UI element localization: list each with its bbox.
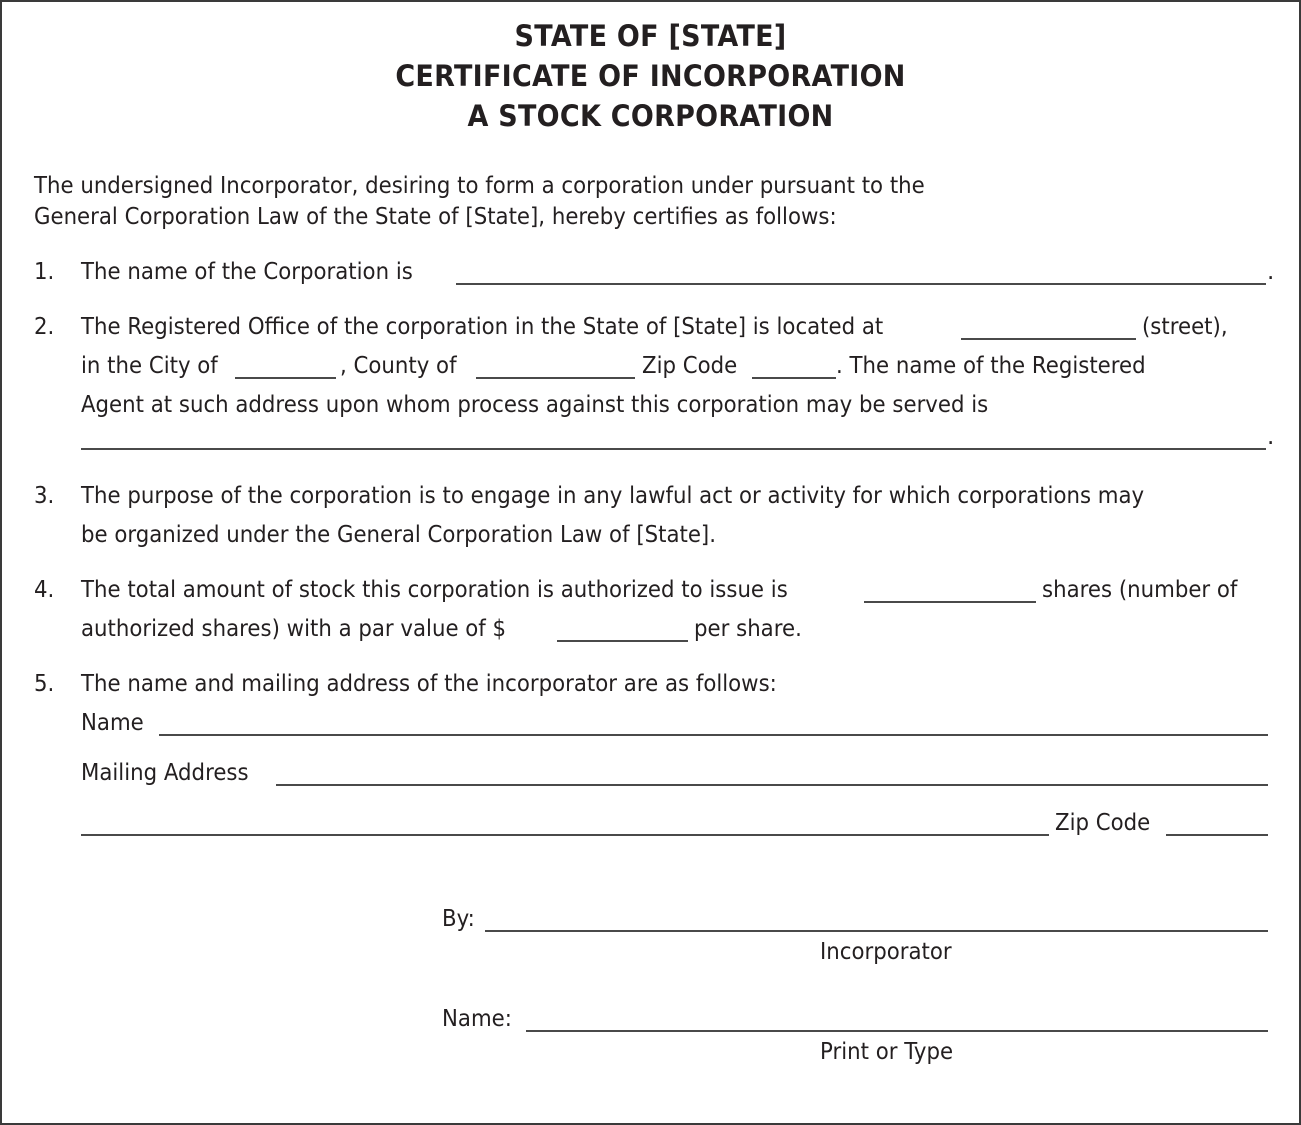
registered-agent-field[interactable] [81,448,1266,450]
corporation-name-field[interactable] [456,283,1266,285]
item-3-line-1: The purpose of the corporation is to engage in any lawful act or activity for which corporations may [81,483,1145,509]
title-line-state: STATE OF [STATE] [514,19,787,53]
item-2-line-3-text: Agent at such address upon whom process against this corporation may be served is [81,392,989,418]
item-2-street-label: (street), [1142,314,1228,340]
mailing-address-field-line-1[interactable] [276,784,1268,786]
mailing-address-field-line-2[interactable] [81,834,1049,836]
signer-name-label: Name: [442,1006,512,1032]
item-4-number: 4. [34,577,55,603]
authorized-shares-field[interactable] [864,601,1036,603]
title-line-stock-corporation: A STOCK CORPORATION [467,99,834,133]
item-5-text: The name and mailing address of the incorporator are as follows: [81,671,777,697]
item-2-period: . [1267,424,1275,450]
item-4-shares-label: shares (number of [1042,577,1238,603]
item-1-period: . [1267,259,1275,285]
incorporator-name-label: Name [81,710,144,736]
item-4-line-1-text: The total amount of stock this corporation is authorized to issue is [81,577,788,603]
title-line-certificate: CERTIFICATE OF INCORPORATION [395,59,906,93]
item-2-city-label: in the City of [81,353,218,379]
item-2-registered-agent-text: . The name of the Registered [836,353,1146,379]
county-field[interactable] [476,377,635,379]
document-title [47,16,1253,136]
item-3-line-2: be organized under the General Corporation Law of [State]. [81,522,717,548]
item-2-line-1-text: The Registered Office of the corporation in the State of [State] is located at [81,314,884,340]
print-or-type-caption: Print or Type [820,1039,954,1065]
par-value-field[interactable] [557,640,688,642]
item-2-number: 2. [34,314,55,340]
item-1-text: The name of the Corporation is [81,259,413,285]
signer-name-field[interactable] [526,1030,1268,1032]
office-zip-field[interactable] [752,377,836,379]
item-3-number: 3. [34,483,55,509]
signature-field[interactable] [485,930,1268,932]
incorporator-zip-field[interactable] [1166,834,1268,836]
mailing-address-label: Mailing Address [81,760,249,786]
incorporator-name-field[interactable] [159,734,1268,736]
street-field[interactable] [961,338,1136,340]
item-4-per-share-label: per share. [694,616,802,642]
item-5-number: 5. [34,671,55,697]
intro-line-2: General Corporation Law of the State of [State], hereby certifies as follows: [34,204,837,230]
by-label: By: [442,906,475,932]
item-2-county-label: , County of [340,353,457,379]
incorporator-caption: Incorporator [820,939,952,965]
item-1-number: 1. [34,259,55,285]
item-4-line-2-text: authorized shares) with a par value of $ [81,616,507,642]
item-2-zip-label: Zip Code [642,353,738,379]
city-field[interactable] [235,377,336,379]
intro-line-1: The undersigned Incorporator, desiring to form a corporation under pursuant to the [34,173,925,199]
incorporator-zip-label: Zip Code [1055,810,1151,836]
